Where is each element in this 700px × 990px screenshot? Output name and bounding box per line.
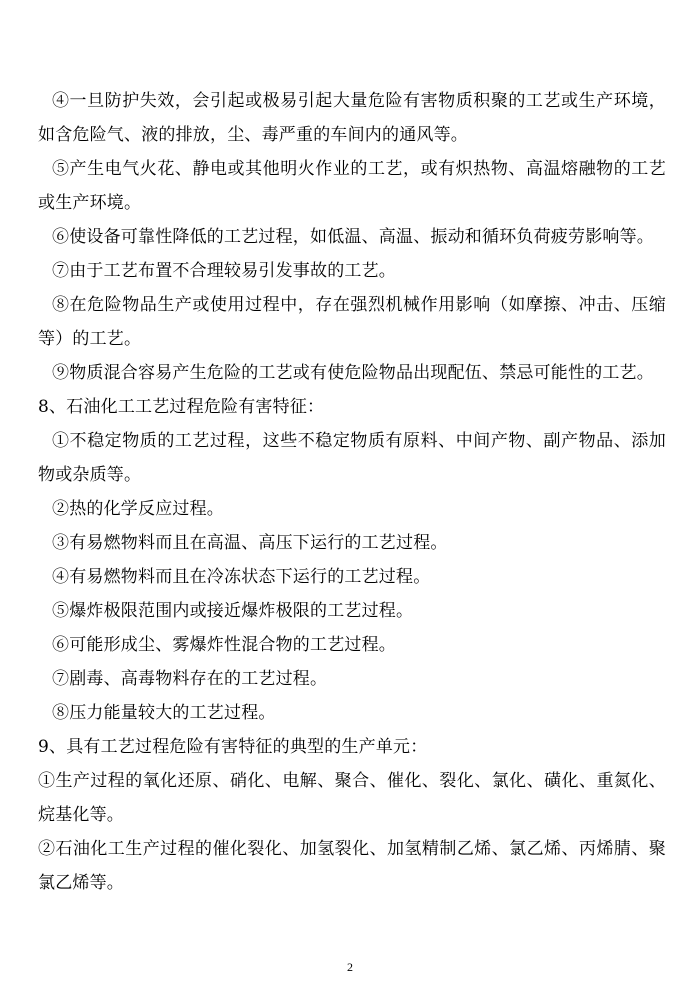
paragraph-s8-item-7: ⑦剧毒、高毒物料存在的工艺过程。 bbox=[52, 669, 328, 689]
paragraph-item-8: ⑧在危险物品生产或使用过程中，存在强烈机械作用影响（如摩擦、冲击、压缩等）的工艺。 bbox=[38, 295, 666, 349]
paragraph-item-6: ⑥使设备可靠性降低的工艺过程，如低温、高温、振动和循环负荷疲劳影响等。 bbox=[52, 227, 654, 247]
paragraph-s8-item-3: ③有易燃物料而且在高温、高压下运行的工艺过程。 bbox=[52, 533, 448, 553]
section-heading-9: 9、具有工艺过程危险有害特征的典型的生产单元： bbox=[38, 737, 428, 757]
paragraph-item-9: ⑨物质混合容易产生危险的工艺或有使危险物品出现配伍、禁忌可能性的工艺。 bbox=[52, 363, 654, 383]
paragraph-s8-item-6: ⑥可能形成尘、雾爆炸性混合物的工艺过程。 bbox=[52, 635, 396, 655]
paragraph-item-4: ④一旦防护失效，会引起或极易引起大量危险有害物质积聚的工艺或生产环境，如含危险气、液的排放，尘、毒严重的车间内的通风等。 bbox=[38, 91, 666, 145]
paragraph-s8-item-1: ①不稳定物质的工艺过程，这些不稳定物质有原料、中间产物、副产物品、添加物或杂质等。 bbox=[38, 431, 666, 485]
paragraph-item-7: ⑦由于工艺布置不合理较易引发事故的工艺。 bbox=[52, 261, 396, 281]
paragraph-s9-item-1: ①生产过程的氧化还原、硝化、电解、聚合、催化、裂化、氯化、磺化、重氮化、烷基化等。 bbox=[38, 771, 666, 825]
section-heading-8: 8、石油化工工艺过程危险有害特征： bbox=[38, 397, 325, 417]
page-number: 2 bbox=[347, 960, 353, 974]
paragraph-s8-item-2: ②热的化学反应过程。 bbox=[52, 499, 224, 519]
paragraph-s8-item-8: ⑧压力能量较大的工艺过程。 bbox=[52, 703, 276, 723]
paragraph-s8-item-4: ④有易燃物料而且在冷冻状态下运行的工艺过程。 bbox=[52, 567, 431, 587]
paragraph-item-5: ⑤产生电气火花、静电或其他明火作业的工艺，或有炽热物、高温熔融物的工艺或生产环境。 bbox=[38, 159, 666, 213]
paragraph-s9-item-2: ②石油化工生产过程的催化裂化、加氢裂化、加氢精制乙烯、氯乙烯、丙烯腈、聚氯乙烯等。 bbox=[38, 839, 666, 893]
document-body bbox=[38, 84, 666, 900]
paragraph-s8-item-5: ⑤爆炸极限范围内或接近爆炸极限的工艺过程。 bbox=[52, 601, 414, 621]
